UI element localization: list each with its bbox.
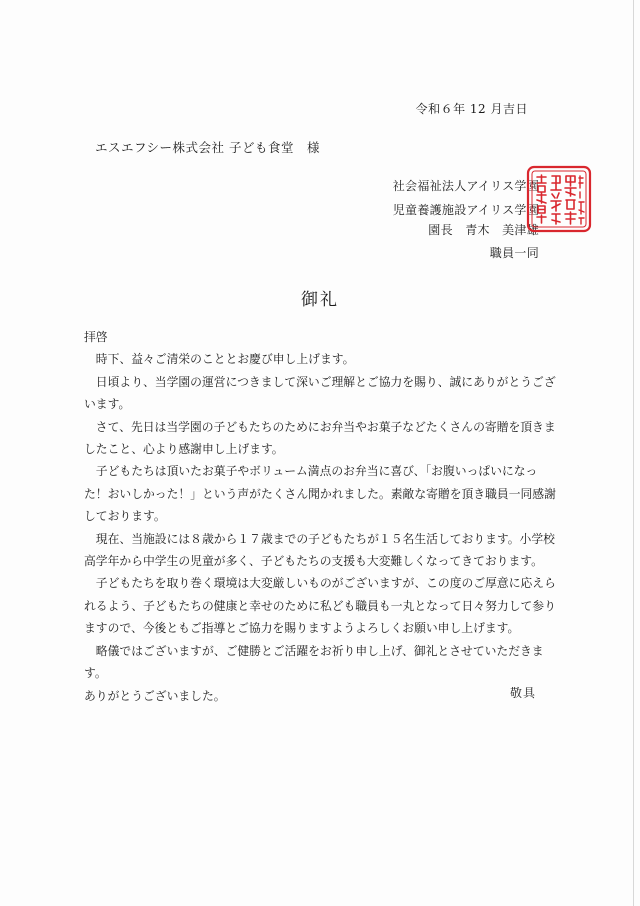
letter-title: 御礼 — [301, 290, 339, 310]
closing-salutation: 敬具 — [509, 686, 536, 700]
page-edge — [633, 0, 634, 906]
sender-staff: 職員一同 — [489, 246, 539, 260]
opening-greeting: 拝啓 — [84, 330, 108, 344]
body-paragraph: 日頃より、当学園の運営につきまして深いご理解とご協力を賜り、誠にありがとうございます。 — [84, 374, 556, 412]
body-paragraph: さて、先日は当学園の子どもたちのためにお弁当やお菓子などたくさんの寄贈を頂きましたこと、心より感謝申し上げます。 — [84, 419, 556, 457]
sender-director: 園長 青木 美津雄 — [428, 223, 539, 237]
letter-body — [84, 326, 556, 707]
final-thanks-line: ありがとうございました。 — [84, 688, 226, 703]
body-paragraph: 子どもたちは頂いたお菓子やボリューム満点のお弁当に喜び、「お腹いっぱいになった！おいしかった！」という声がたくさん聞かれました。素敵な寄贈を頂き職員一同感謝しております。 — [84, 464, 556, 524]
body-paragraph: 時下、益々ご清栄のこととお慶び申し上げます。 — [95, 352, 355, 367]
organization-seal-stamp — [525, 164, 593, 234]
addressee: エスエフシー株式会社 子ども食堂 様 — [95, 140, 320, 155]
letter-date: 令和６年 12 月吉日 — [415, 102, 528, 116]
body-paragraph: 略儀ではございますが、ご健勝とご活躍をお祈り申し上げ、御礼とさせていただきます。 — [84, 643, 544, 681]
body-paragraph: 子どもたちを取り巻く環境は大変厳しいものがございますが、この度のご厚意に応えられるよう、子どもたちの健康と幸せのために私ども職員も一丸となって日々努力して参りますので、今後ともご指導とご協力を賜りますようよろしくお願い申し上げます。 — [84, 576, 556, 636]
sender-organization: 社会福祉法人アイリス学園 — [392, 179, 539, 193]
body-paragraph: 現在、当施設には８歳から１７歳までの子どもたちが１５名生活しております。小学校高学年から中学生の児童が多く、子どもたちの支援も大変難しくなってきております。 — [84, 531, 555, 569]
sender-facility: 児童養護施設アイリス学園 — [392, 203, 539, 217]
